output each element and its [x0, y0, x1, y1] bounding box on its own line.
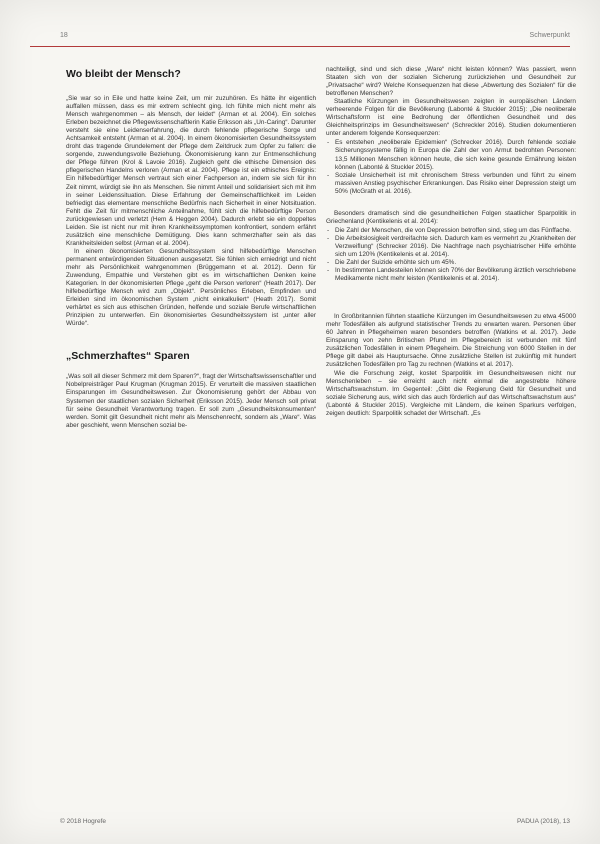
bullet-list-consequences	[326, 139, 576, 195]
paragraph: „Was soll all dieser Schmerz mit dem Sparen?“, fragt der Wirtschaftswissenschaftler und Nobelpreisträger Paul Krugman (Krugman 2015). Er verurteilt die massiven staatlichen Einsparungen im Gesundheitswesen. Zur Ökonomisierung gehört der Abbau von Systemen der staatlichen sozialen Sicherheit (Eriksson 2015). Jeder Mensch soll privat für seine Gesundheit Verantwortung tragen. Er soll zum „Gesundheitskonsumenten“ werden. Somit gilt Gesundheit nicht mehr als Menschenrecht, sondern als „Ware“. Was aber geschieht, wenn Menschen sozial be-	[66, 373, 316, 429]
paragraph: „Sie war so in Eile und hatte keine Zeit, um mir zuzuhören. Es hätte ihr eigentlich auffallen müssen, dass es mir extrem schlecht ging. Ich fühlte mich nicht mehr als Mensch wahrgenommen – als Mensch, der leidet“ (Arman et al. 2004). Ein solches Erleben bezeichnet die Pflegewissenschaftlerin Katie Eriksson als „Un-Caring“. Darunter versteht sie eine Leidenserfahrung, die durch fehlende pflegerische Sorge und Achtsamkeit entsteht (Arman et al. 2004). In einem ökonomisierten Gesundheitssystem droht das tragende Grundelement der Pflege dem Zeitdruck zum Opfer zu fallen: die sorgende, zuwendungsvolle Beziehung. Ökonomisierung kann zur Entmenschlichung der Pflege führen (Krol & Lavoie 2016). Zugleich geht die ethische Dimension des pflegerischen Handelns verloren (Arman et al. 2004). Pflege ist ein ethisches Ereignis: Ein hilfebedürftiger Mensch vertraut sich einer Fachperson an, indem sie sich für ihn Zeit nimmt, würdigt sie ihn als Menschen. Sie nimmt Anteil und solidarisiert sich mit ihm in seiner Leidenssituation. Diese Erfahrung der Gemeinschaftlichkeit im Leiden befriedigt das elementare menschliche Bedürfnis nach Sicherheit in einer Notsituation. Fehlt die Zeit für mitmenschliche Anteilnahme, fühlt sich die hilfebedürftige Person zurückgewiesen und verletzt (Hem & Heggen 2004). Dadurch erlebt sie ein doppeltes Leiden. Sie ist nicht nur mit ihren Krankheitssymptomen konfrontiert, sondern erfährt zusätzlich eine menschliche Demütigung. Dies kann schmerzhafter sein als das Krankheitsleiden selbst (Arman et al. 2004).	[66, 95, 316, 247]
paragraph: In einem ökonomisierten Gesundheitssystem sind hilfebedürftige Menschen permanent entwürdigenden Situationen ausgesetzt. Sie fühlen sich erniedrigt und nicht mehr als Persönlichkeit wahrgenommen (Brüggemann et al. 2012). Denn für Zuwendung, Empathie und Verstehen gibt es im wirtschaftlichen Denken keine Kategorien. In der ökonomisierten Pflege „geht die Person verloren“ (Heath 2017). Der hilfebedürftige Mensch wird zum „Objekt“. Persönliches Erleben, Empfinden und Erleiden sind im ökonomischen System „nicht einkalkuliert“ (Heath 2017). Somit verhärtet es sich aus ethischen Gründen, helfende und soziale Berufe wirtschaftlichen Prinzipien zu unterwerfen. Ein ökonomisiertes Gesundheitssystem ist „unter aller Würde“.	[66, 247, 316, 328]
page-header	[60, 32, 570, 46]
list-item: - Soziale Unsicherheit ist mit chronischem Stress verbunden und führt zu einem massiven Anstieg psychischer Erkrankungen. Das Risiko einer Depression steigt um 50% (McGrath et al. 2016).	[326, 172, 576, 196]
list-item: - Die Zahl der Menschen, die von Depression betroffen sind, stieg um das Fünffache.	[326, 227, 576, 235]
list-item: - In bestimmten Landesteilen können sich 70% der Bevölkerung ärztlich verschriebene Medikamente nicht mehr leisten (Kentikelenis et al. 2014).	[326, 267, 576, 283]
journal-citation: PADUA (2018), 13	[517, 818, 570, 825]
list-item: - Die Arbeitslosigkeit verdreifachte sich. Dadurch kam es vermehrt zu „Krankheiten der Verzweiflung“ (Schrecker 2016). Die Nachfrage nach psychiatrischer Hilfe erhöhte sich um 120% (Kentikelenis et al. 2014).	[326, 235, 576, 259]
journal-section: Schwerpunkt	[529, 32, 570, 39]
paragraph: Wie die Forschung zeigt, kostet Sparpolitik im Gesundheitswesen nicht nur Menschenleben – sie erreicht auch nicht einmal die angestrebte höhere Wirtschaftswachstum. Im Gegenteil: „Gibt die Regierung Geld für Gesundheit und soziale Sicherung aus, wirkt sich das auch förderlich auf das Wirtschaftswachstum aus“ (Labonté & Stuckler 2015). Vergleiche mit Ländern, die keinen Sparkurs verfolgen, zeigen deutlich: Sparpolitik schadet der Wirtschaft. „Es	[326, 369, 576, 417]
paragraph: Besonders dramatisch sind die gesundheitlichen Folgen staatlicher Sparpolitik in Griechenland (Kentikelenis et al. 2014):	[326, 209, 576, 225]
paragraph: Staatliche Kürzungen im Gesundheitswesen zeigten in europäischen Ländern verheerende Folgen für die Bevölkerung (Labonté & Stuckler 2015): „Die neoliberale Wirtschaftsform ist eine Bedrohung der öffentlichen Gesundheit und des Gleichheitsprinzips im Gesundheitswesen“ (Schreckler 2016). Studien dokumentieren unter anderem folgende Konsequenzen:	[326, 98, 576, 138]
page-number: 18	[60, 32, 68, 39]
page-footer	[60, 818, 570, 828]
section-title-sparen: „Schmerzhaftes“ Sparen	[66, 350, 190, 363]
section-title-wo-bleibt: Wo bleibt der Mensch?	[66, 68, 181, 80]
list-item: - Die Zahl der Suizide erhöhte sich um 45%.	[326, 259, 576, 267]
right-column	[326, 66, 576, 418]
list-item: - Es entstehen „neoliberale Epidemien“ (Schrecker 2016). Durch fehlende soziale Sicherungssysteme fällig in Europa die Zahl der von Armut bedrohten Personen: 13,5 Millionen Menschen können heute, die sich keine gesunde Ernährung leisten können (Labonté & Stuckler 2015).	[326, 139, 576, 171]
left-column	[66, 68, 316, 430]
paragraph: In Großbritannien führten staatliche Kürzungen im Gesundheitswesen zu etwa 45000 mehr Todesfällen als aufgrund statistischer Trends zu erwarten waren. Personen über 60 Jahren in Pflegeheimen waren besonders betroffen (Watkins et al. 2017). Jede Einsparung von zehn Britischen Pfund im Pflegebereich ist verbunden mit fünf zusätzlichen Todesfällen in einem Pflegeheim. Die Streichung von 6000 Stellen in der Pflege gilt dabei als Hauptursache. Ohne zusätzliche Stellen ist zukünftig mit hundert zusätzlichen Todesfällen pro Tag zu rechnen (Watkins et al. 2017).	[326, 313, 576, 369]
header-divider	[30, 46, 570, 47]
bullet-list-greece	[326, 227, 576, 283]
copyright: © 2018 Hogrefe	[60, 818, 106, 825]
paragraph: nachteiligt, sind und sich diese „Ware“ nicht leisten können? Was passiert, wenn Staaten sich von der sozialen Sicherung zurückziehen und Gesundheit zur „Privatsache“ wird? Welche Konsequenzen hat diese „Abwertung des Sozialen“ für die betroffenen Menschen?	[326, 66, 576, 98]
